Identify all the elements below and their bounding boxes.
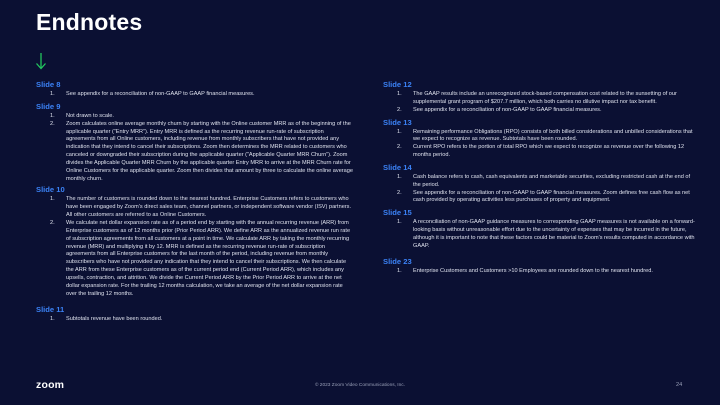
endnote-item [383, 129, 699, 145]
endnote-text: The GAAP results include an unrecognized stock-based compensation cost related to the sunsetting of our supplemental grant program of $207.7 million, which both carries no dilutive impact nor tax benefit. [413, 91, 677, 105]
slide-heading: Slide 13 [383, 117, 412, 127]
slide-group [383, 118, 699, 160]
endnote-item [383, 190, 699, 206]
endnote-item [383, 107, 699, 115]
slide-group [36, 80, 354, 99]
endnote-number: 2. [397, 144, 402, 151]
arrow-down-icon [35, 52, 47, 70]
endnote-number: 1. [50, 112, 55, 119]
right-endnotes-column [383, 80, 699, 276]
slide-heading: Slide 11 [36, 305, 65, 315]
endnote-text: Cash balance refers to cash, cash equivalents and marketable securities, excluding restricted cash at the end of the period. [413, 173, 691, 188]
endnote-item [383, 91, 699, 107]
endnote-text: A reconciliation of non-GAAP guidance measures to corresponding GAAP measures is not available on a forward-looking basis without unreasonable effort due to the uncertainty of expenses that may be incurred in the future, although it is important to note that these factors could be material to Zoom's results computed in accordance with GAAP. [413, 219, 695, 249]
page-number: 24 [676, 382, 683, 388]
endnote-text: The number of customers is rounded down to the nearest hundred. Enterprise Customers refers to customers who have been engaged by Zoom’s direct sales team, channel partners, or independent software vendor (ISV) partners. All other customers are referred to as Online Customers. [66, 196, 352, 219]
endnote-item [36, 196, 354, 220]
slide-group [36, 185, 354, 298]
slide-heading: Slide 10 [36, 185, 65, 195]
endnote-item [36, 316, 354, 324]
endnote-item [383, 219, 699, 250]
slide-group [383, 80, 699, 115]
endnote-number: 2. [50, 120, 55, 127]
slide-group [383, 257, 699, 276]
endnote-text: Current RPO refers to the portion of total RPO which we expect to recognize as revenue over the following 12 months period. [413, 144, 685, 159]
endnote-text: We calculate net dollar expansion rate as of a period end by starting with the annual recurring revenue (ARR) from Enterprise customers as of 12 months prior (Prior Period ARR). We define ARR as the annualized revenue run rate of subscription agreements from all customers at a point in time. We calculate ARR by taking the monthly recurring revenue (MRR) and multiplying it by 12. MRR is defined as the recurring revenue run-rate of subscription agreements from all Enterprise customers for the last month of the period, including revenue from monthly subscribers who have not provided any indication that they intend to cancel their subscriptions. We then calculate the ARR from these Enterprise customers as of the current period end (Current Period ARR), which includes any upsells, contraction, and attrition. We divide the Current Period ARR by the Prior Period ARR to arrive at the net dollar expansion rate. For the trailing 12 months calculation, we take an average of the net dollar expansion rate over the trailing 12 months. [66, 219, 351, 297]
endnote-item [36, 121, 354, 184]
slide-heading: Slide 14 [383, 162, 412, 172]
endnote-text: Remaining performance Obligations (RPO) consists of both billed considerations and unbilled considerations that we expect to recognize as revenue. Subtotals have been rounded. [413, 128, 693, 143]
endnote-item [383, 268, 699, 276]
endnote-item [36, 91, 354, 99]
endnote-text: See appendix for a reconciliation of non-GAAP to GAAP financial measures. [66, 91, 255, 97]
left-endnotes-column [36, 80, 354, 324]
slide-heading: Slide 15 [383, 208, 412, 218]
endnote-number: 2. [397, 189, 402, 196]
endnote-number: 1. [50, 91, 55, 97]
endnote-number: 1. [50, 316, 55, 323]
endnote-number: 1. [50, 196, 55, 203]
endnote-number: 1. [397, 128, 402, 135]
copyright-notice: © 2023 Zoom Video Communications, Inc. [314, 383, 406, 388]
endnote-item [36, 113, 354, 121]
slide-group [36, 102, 354, 184]
slide-group [36, 305, 354, 324]
slide-heading: Slide 23 [383, 256, 412, 266]
endnote-text: Zoom calculates online average monthly churn by starting with the Online customer MRR as of the beginning of the applicable quarter (“Entry MRR”). Entry MRR is defined as the recurring revenue run-rate of subscription agreements from all Online customers, including revenue from monthly subscribers that have not provided any indication that they intend to cancel their subscriptions. Zoom then determines the MRR related to customers who canceled or downgraded their subscription during the applicable quarter (“Applicable Quarter MRR Churn”). Zoom divides the Applicable Quarter MRR Churn by the applicable quarter Entry MRR to arrive at the MRR Churn rate for Online Customers for the applicable quarter. Zoom then divides that amount by three to calculate the online average monthly churn. [66, 120, 354, 182]
endnote-number: 1. [397, 91, 402, 97]
endnote-number: 1. [397, 173, 402, 180]
endnote-number: 1. [397, 219, 402, 226]
endnote-text: See appendix for a reconciliation of non-GAAP to GAAP financial measures. Zoom defines free cash flow as net cash provided by operating activities less purchases of property and equipment. [413, 189, 690, 204]
endnote-item [383, 144, 699, 160]
endnote-number: 2. [50, 219, 55, 226]
endnote-text: Enterprise Customers and Customers >10 Employees are rounded down to the nearest hundred. [413, 267, 653, 274]
endnote-text: Not drawn to scale. [66, 112, 114, 119]
endnote-text: See appendix for a reconciliation of non-GAAP to GAAP financial measures. [413, 106, 602, 113]
slide-group [383, 208, 699, 250]
zoom-logo: zoom [36, 379, 65, 391]
endnote-item [36, 220, 354, 298]
slide-group [383, 163, 699, 205]
endnote-number: 2. [397, 106, 402, 113]
slide-heading: Slide 8 [36, 80, 61, 89]
endnote-item [383, 174, 699, 190]
endnote-number: 1. [397, 267, 402, 274]
page-title: Endnotes [36, 9, 143, 35]
endnote-text: Subtotals revenue have been rounded. [66, 316, 163, 323]
slide-heading: Slide 12 [383, 80, 412, 89]
slide-heading: Slide 9 [36, 101, 61, 111]
